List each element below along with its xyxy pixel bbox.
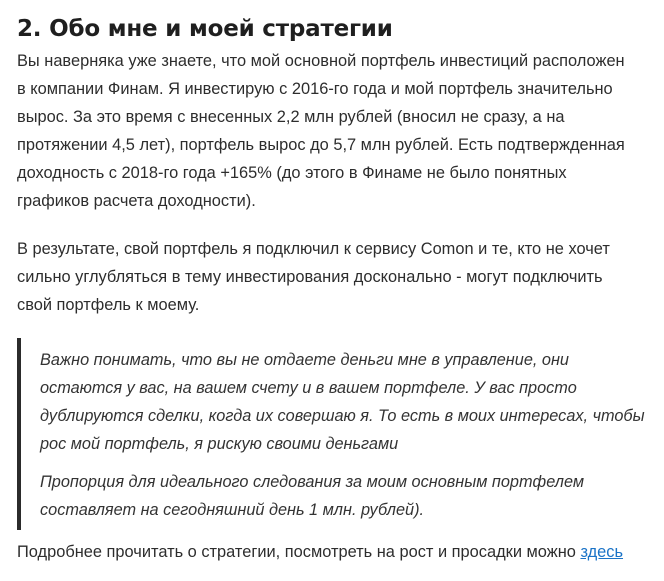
- text-line: В результате, свой портфель я подключил к сервису Comon и те, кто не хочет: [17, 240, 610, 258]
- text-line: [17, 538, 623, 566]
- text-line: вырос. За это время с внесенных 2,2 млн рублей (вносил не сразу, а на: [17, 108, 565, 126]
- quote-line: рос мой портфель, я рискую своими деньгами: [40, 435, 399, 453]
- comon-paragraph: [17, 235, 610, 319]
- more-text: Подробнее прочитать о стратегии, посмотреть на рост и просадки можно: [17, 543, 581, 561]
- text-line: протяжении 4,5 лет), портфель вырос до 5,7 млн рублей. Есть подтвержденная: [17, 136, 625, 154]
- text-line: сильно углубляться в тему инвестирования досконально - могут подключить: [17, 268, 603, 286]
- quote-line: дублируются сделки, когда их совершаю я. То есть в моих интересах, чтобы: [40, 407, 645, 425]
- quote-line: составляет на сегодняшний день 1 млн. рублей).: [40, 501, 425, 519]
- strategy-more-paragraph: [17, 538, 623, 566]
- text-line: свой портфель к моему.: [17, 296, 200, 314]
- blockquote: [17, 338, 657, 530]
- quote-line: Важно понимать, что вы не отдаете деньги мне в управление, они: [40, 351, 569, 369]
- text-line: в компании Финам. Я инвестирую с 2016-го года и мой портфель значительно: [17, 80, 613, 98]
- quote-line: Пропорция для идеального следования за моим основным портфелем: [40, 473, 585, 491]
- quote-paragraph: [40, 468, 584, 524]
- text-line: Вы наверняка уже знаете, что мой основной портфель инвестиций расположен: [17, 52, 625, 70]
- text-line: графиков расчета доходности).: [17, 192, 256, 210]
- section-heading: 2. Обо мне и моей стратегии: [17, 16, 393, 42]
- quote-line: остаются у вас, на вашем счету и в вашем портфеле. У вас просто: [40, 379, 577, 397]
- quote-paragraph: [40, 346, 645, 458]
- here-link[interactable]: здесь: [580, 543, 624, 561]
- text-line: доходность с 2018-го года +165% (до этого в Финаме не было понятных: [17, 164, 567, 182]
- intro-paragraph: [17, 47, 625, 215]
